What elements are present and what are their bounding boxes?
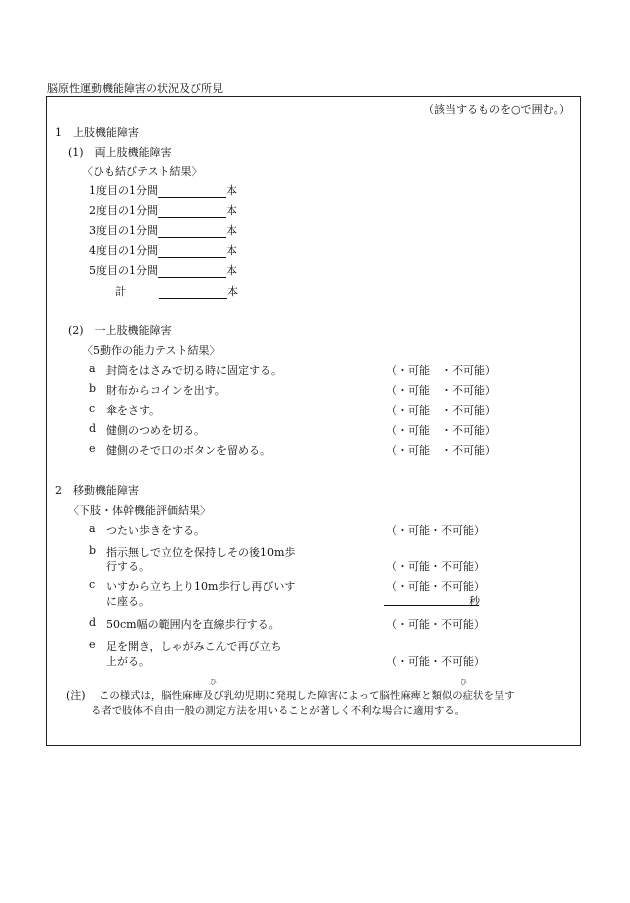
tie-total-unit: 本 xyxy=(227,285,238,298)
mobility-item-text: 足を開き，しゃがみこんで再び立ち xyxy=(106,640,282,653)
mobility-item-letter: a xyxy=(89,522,96,535)
tie-row-1 xyxy=(89,182,237,198)
arm-item-letter: c xyxy=(89,402,96,415)
seconds-unit: 秒 xyxy=(469,595,480,608)
arm-item-choice[interactable]: （・可能 ・不可能） xyxy=(386,404,496,417)
tie-row-4 xyxy=(89,242,237,258)
mobility-item-text: つたい歩きをする。 xyxy=(106,524,205,537)
note-text: この様式は，脳性麻痺及び乳幼児期に発現した障害によって脳性麻痺と類似の症状を呈す xyxy=(99,690,515,702)
section1-sub1-heading: (1) 両上肢機能障害 xyxy=(68,146,172,159)
mobility-item-text-cont: 行する。 xyxy=(106,560,150,573)
arm-item-text: 封筒をはさみで切る時に固定する。 xyxy=(106,364,282,377)
mobility-item-text: 指示無しで立位を保持しその後10m歩 xyxy=(106,546,296,559)
seconds-blank[interactable] xyxy=(384,594,479,606)
tie-total-row xyxy=(159,283,238,299)
tie-row-unit: 本 xyxy=(226,244,237,257)
tie-row-3 xyxy=(89,222,237,238)
tie-total-label: 計 xyxy=(115,285,126,298)
arm-item-letter: b xyxy=(89,382,97,395)
arm-item-letter: d xyxy=(89,422,97,435)
tie-count-blank[interactable] xyxy=(158,207,226,218)
ruby-hi: ひ xyxy=(460,678,467,686)
instruction-text: （該当するものを○で囲む。） xyxy=(423,103,571,116)
mobility-item-text: 50cm幅の範囲内を直線歩行する。 xyxy=(106,618,280,631)
mobility-item-letter: d xyxy=(89,616,97,629)
mobility-item-choice[interactable]: （・可能・不可能） xyxy=(386,524,485,537)
tie-count-blank[interactable] xyxy=(158,227,226,238)
tie-row-label: 3度目の1分間 xyxy=(89,224,158,237)
arm-item-choice[interactable]: （・可能 ・不可能） xyxy=(386,424,496,437)
mobility-item-choice[interactable]: （・可能・不可能） xyxy=(386,560,485,573)
tie-row-2 xyxy=(89,202,237,218)
arm-item-letter: e xyxy=(89,442,96,455)
section1-sub2-heading: (2) 一上肢機能障害 xyxy=(68,324,172,337)
mobility-test-title: 〈下肢・体幹機能評価結果〉 xyxy=(68,504,211,517)
tie-row-label: 1度目の1分間 xyxy=(89,184,158,197)
five-action-test-title: 〈5動作の能力テスト結果〉 xyxy=(82,344,221,357)
tie-row-5 xyxy=(89,262,237,278)
arm-item-text: 健側のそで口のボタンを留める。 xyxy=(106,444,271,457)
tie-count-blank[interactable] xyxy=(158,187,226,198)
arm-item-choice[interactable]: （・可能 ・不可能） xyxy=(386,444,496,457)
mobility-item-choice[interactable]: （・可能・不可能） xyxy=(386,655,485,668)
tie-row-label: 2度目の1分間 xyxy=(89,204,158,217)
mobility-item-text: いすから立ち上り10m歩行し再びいす xyxy=(106,580,296,593)
mobility-item-letter: e xyxy=(89,638,96,651)
arm-item-text: 傘をさす。 xyxy=(106,404,161,417)
string-tie-test-title: 〈ひも結びテスト結果〉 xyxy=(82,165,203,178)
arm-item-letter: a xyxy=(89,362,96,375)
tie-row-unit: 本 xyxy=(226,204,237,217)
mobility-item-letter: c xyxy=(89,578,96,591)
mobility-item-letter: b xyxy=(89,544,97,557)
tie-total-blank[interactable] xyxy=(159,288,227,299)
mobility-item-choice[interactable]: （・可能・不可能） xyxy=(386,618,485,631)
mobility-item-text-cont: に座る。 xyxy=(106,595,150,608)
tie-row-label: 5度目の1分間 xyxy=(89,264,158,277)
section2-heading: 2 移動機能障害 xyxy=(55,484,139,497)
ruby-hi: ひ xyxy=(210,678,217,686)
arm-item-choice[interactable]: （・可能 ・不可能） xyxy=(386,364,496,377)
tie-row-unit: 本 xyxy=(226,264,237,277)
tie-row-unit: 本 xyxy=(226,184,237,197)
section1-heading: 1 上肢機能障害 xyxy=(55,126,139,139)
mobility-item-text-cont: 上がる。 xyxy=(106,655,150,668)
tie-count-blank[interactable] xyxy=(158,267,226,278)
arm-item-text: 財布からコインを出す。 xyxy=(106,384,226,397)
document-title: 脳原性運動機能障害の状況及び所見 xyxy=(47,82,223,95)
mobility-item-choice[interactable]: （・可能・不可能） xyxy=(386,580,485,593)
tie-count-blank[interactable] xyxy=(158,247,226,258)
tie-row-label: 4度目の1分間 xyxy=(89,244,158,257)
note-label: (注) xyxy=(66,689,86,702)
tie-row-unit: 本 xyxy=(226,224,237,237)
arm-item-choice[interactable]: （・可能 ・不可能） xyxy=(386,384,496,397)
arm-item-text: 健側のつめを切る。 xyxy=(106,424,205,437)
note-text-cont: る者で肢体不自由一般の測定方法を用いることが著しく不利な場合に適用する。 xyxy=(91,705,466,717)
